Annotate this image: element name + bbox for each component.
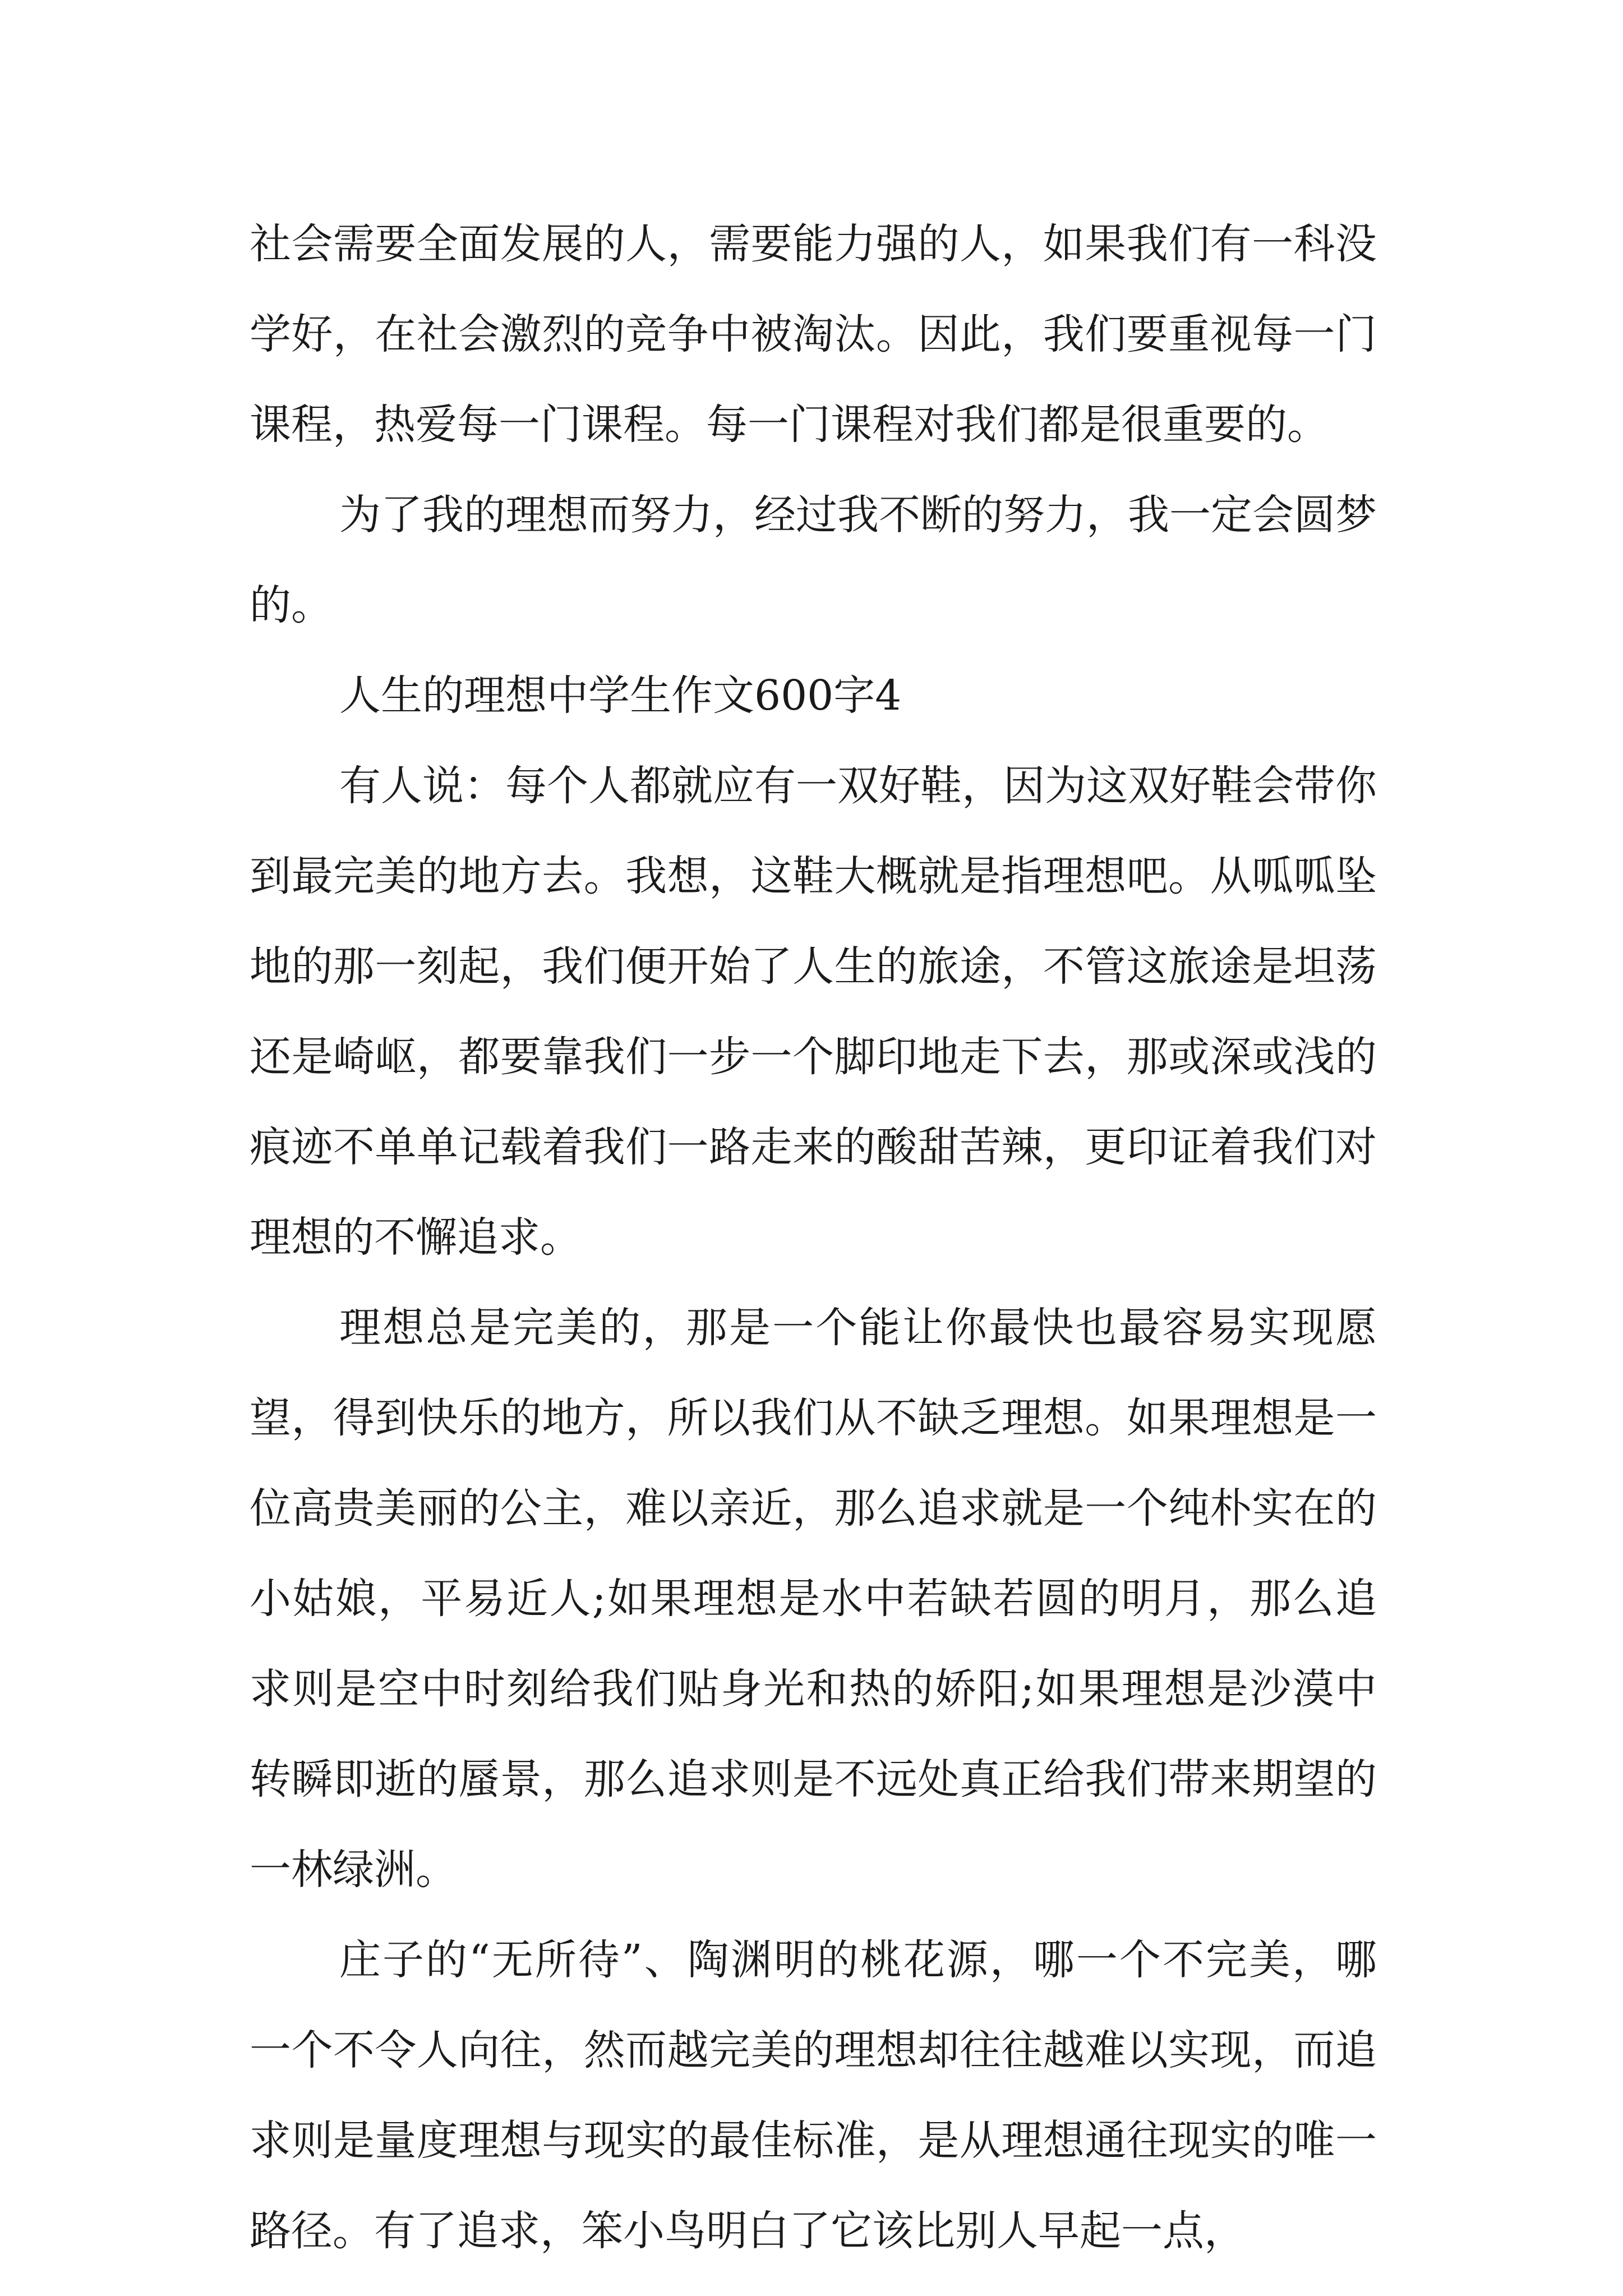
- paragraph: 有人说：每个人都就应有一双好鞋，因为这双好鞋会带你到最完美的地方去。我想，这鞋大概就是指理想吧。从呱呱坠地的那一刻起，我们便开始了人生的旅途，不管这旅途是坦荡还是崎岖，都要靠我们一步一个脚印地走下去，那或深或浅的痕迹不单单记载着我们一路走来的酸甜苦辣，更印证着我们对理想的不懈追求。: [250, 762, 1377, 1262]
- paragraph: 为了我的理想而努力，经过我不断的努力，我一定会圆梦的。: [250, 491, 1377, 629]
- body-text: [250, 199, 1377, 2276]
- paragraph: 理想总是完美的，那是一个能让你最快也最容易实现愿望，得到快乐的地方，所以我们从不缺乏理想。如果理想是一位高贵美丽的公主，难以亲近，那么追求就是一个纯朴实在的小姑娘，平易近人;如果理想是水中若缺若圆的明月，那么追求则是空中时刻给我们贴身光和热的娇阳;如果理想是沙漠中转瞬即逝的蜃景，那么追求则是不远处真正给我们带来期望的一林绿洲。: [250, 1304, 1377, 1894]
- paragraph-continuation: 社会需要全面发展的人，需要能力强的人，如果我们有一科没学好，在社会激烈的竞争中被淘汰。因此，我们要重视每一门课程，热爱每一门课程。每一门课程对我们都是很重要的。: [250, 220, 1377, 449]
- paragraph: 庄子的“无所待”、陶渊明的桃花源，哪一个不完美，哪一个不令人向往，然而越完美的理想却往往越难以实现，而追求则是量度理想与现实的最佳标准，是从理想通往现实的唯一路径。有了追求，笨小鸟明白了它该比别人早起一点，: [250, 1936, 1377, 2255]
- section-heading: 人生的理想中学生作文600字4: [339, 671, 902, 720]
